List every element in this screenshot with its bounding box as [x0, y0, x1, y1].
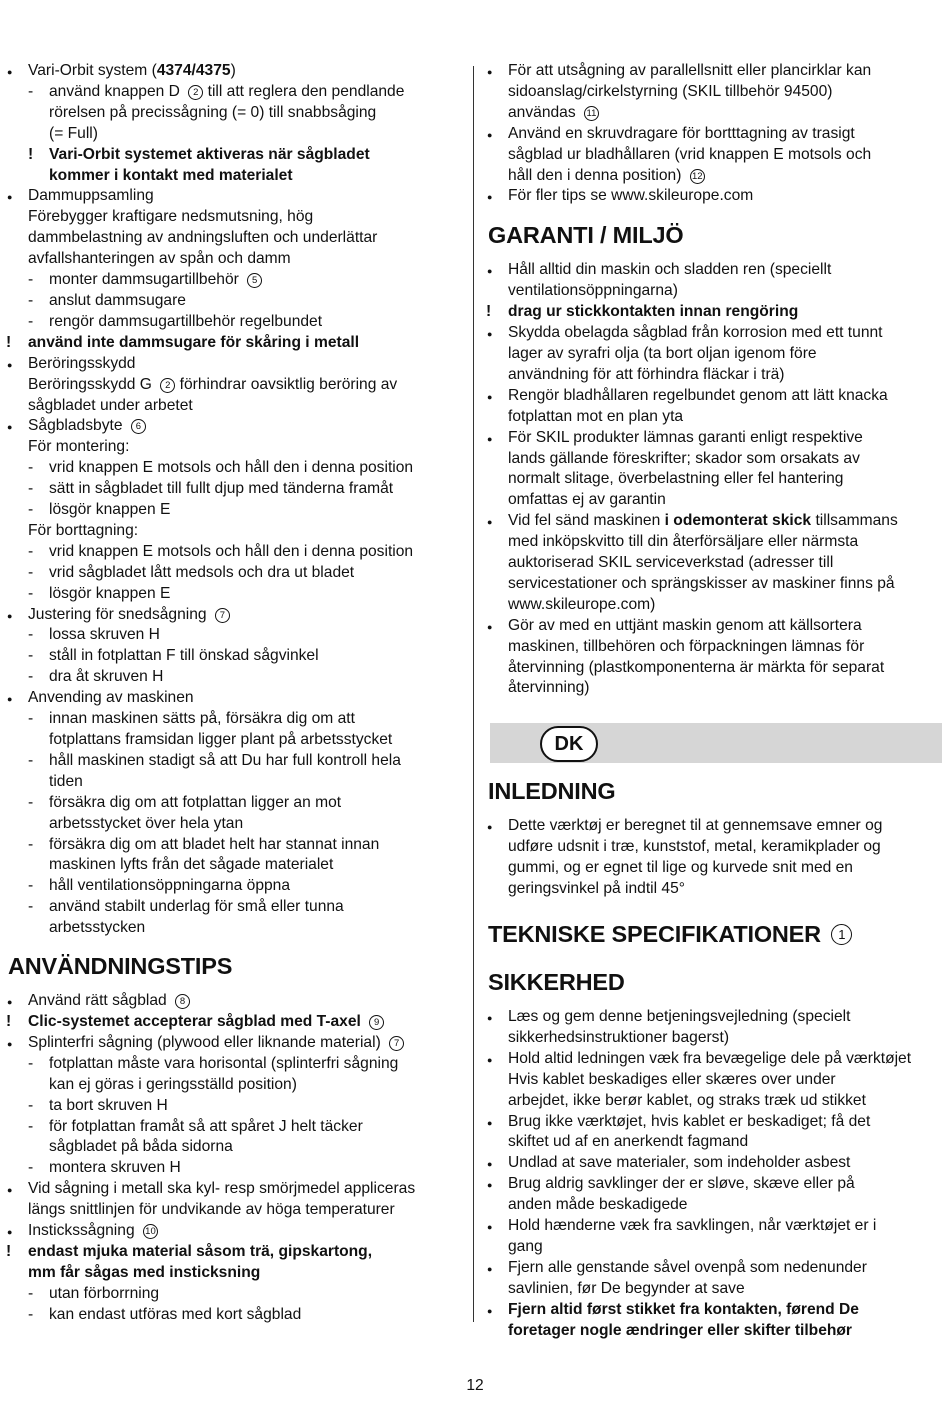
list-item: ● Vid sågning i metall ska kyl- resp smörjmedel appliceras längs snittlinjen för undvikande av höga temperaturer	[6, 1179, 462, 1221]
list-subitem: - monter dammsugartillbehör 5	[6, 270, 462, 291]
list-item: ● Brug ikke værktøjet, hvis kablet er beskadiget; få det skiftet ud af en anerkendt fagmand	[486, 1112, 942, 1154]
paragraph: Beröringsskydd G 2 förhindrar oavsiktlig beröring av sågbladet under arbetet	[28, 375, 398, 414]
list-item: ● Undlad at save materialer, som indeholder asbest	[486, 1153, 942, 1174]
language-band	[490, 723, 942, 763]
list-subitem: - lösgör knappen E	[6, 584, 462, 605]
list-subitem: - lossa skruven H	[6, 625, 462, 646]
section-heading-specs: TEKNISKE SPECIFIKATIONER 1	[488, 920, 942, 948]
list-subitem: - dra åt skruven H	[6, 667, 462, 688]
list-item: ● Brug aldrig savklinger der er sløve, skæve eller på anden måde beskadigede	[486, 1174, 942, 1216]
list-item: ● Fjern alle genstande såvel ovenpå som nedenunder savlinien, før De begynder at save	[486, 1258, 942, 1300]
figure-ref: 2	[160, 378, 175, 393]
list-subitem: - utan förborrning	[6, 1284, 462, 1305]
figure-ref: 6	[131, 419, 146, 434]
list-item: ● Hold altid ledningen væk fra bevægelige dele på værktøjet Hvis kablet beskadiges eller skæres over under arbejdet, ikke berør kablet, og straks træk ud stikket	[486, 1049, 942, 1112]
list-item: ● Instickssågning 10	[6, 1221, 462, 1242]
list-subitem: - innan maskinen sätts på, försäkra dig om att fotplattans framsidan ligger plant på arbetsstycket	[6, 709, 462, 751]
list-item: ● Dette værktøj er beregnet til at gennemsave emner og udføre udsnit i træ, kunststof, metal, keramikplader og gummi, og er egnet til lige og kurvede snit med en geringsvinkel på indtil 45°	[486, 816, 942, 900]
list-item: ● För fler tips se www.skileurope.com	[486, 186, 942, 207]
list-subitem: - håll ventilationsöppningarna öppna	[6, 876, 462, 897]
figure-ref: 10	[143, 1224, 158, 1239]
section-heading-tips: ANVÄNDNINGSTIPS	[8, 953, 233, 980]
list-subitem: - lösgör knappen E	[6, 500, 462, 521]
warning-note: ! använd inte dammsugare för skåring i metall	[6, 333, 462, 354]
section-heading-safety: SIKKERHED	[488, 969, 625, 995]
list-subitem: - ståll in fotplattan F till önskad sågvinkel	[6, 646, 462, 667]
list-item: ● Splinterfri sågning (plywood eller liknande material) 7	[6, 1033, 462, 1054]
list-item: ● Fjern altid først stikket fra kontakten, førend De foretager nogle ændringer eller skifter tilbehør	[486, 1300, 942, 1342]
list-subitem: - montera skruven H	[6, 1158, 462, 1179]
list-item: ● Rengör bladhållaren regelbundet genom att lätt knacka fotplattan mot en plan yta	[486, 386, 942, 428]
figure-ref: 11	[584, 106, 599, 121]
list-subitem: - vrid knappen E motsols och håll den i denna position	[6, 542, 462, 563]
warning-note: ! endast mjuka material såsom trä, gipskartong, mm får sågas med insticksning	[6, 1242, 462, 1284]
list-subitem: - rengör dammsugartillbehör regelbundet	[6, 312, 462, 333]
warning-note: ! Vari-Orbit systemet aktiveras när sågbladet kommer i kontakt med materialet	[6, 145, 462, 187]
paragraph: För montering:	[28, 438, 130, 456]
warning-note: ! Clic-systemet accepterar sågblad med T-axel 9	[6, 1012, 462, 1033]
figure-ref: 1	[831, 924, 852, 945]
list-item: ● För SKIL produkter lämnas garanti enligt respektive lands gällande föreskrifter; skador som orsakats av normalt slitage, överbelastning eller fel hantering omfattas ej av garantin	[486, 428, 942, 512]
figure-ref: 9	[369, 1015, 384, 1030]
right-column	[486, 61, 942, 1342]
section-heading-intro: INLEDNING	[488, 778, 616, 805]
list-item: ● Vid fel sänd maskinen i odemonterat skick tillsammans med inköpskvitto till din återförsäljare eller närmsta auktoriserad SKIL serviceverkstad (adresser till servicestationer och sprängskisser av maskiner finns på www.skileurope.com)	[486, 511, 942, 616]
list-item-blade-change: ● Sågbladsbyte 6	[6, 416, 462, 437]
warning-note: ! drag ur stickkontakten innan rengöring	[486, 302, 942, 323]
figure-ref: 7	[215, 608, 230, 623]
list-subitem: - kan endast utföras med kort sågblad	[6, 1305, 462, 1326]
figure-ref: 5	[247, 273, 262, 288]
language-badge: DK	[540, 726, 598, 762]
list-subitem: - håll maskinen stadigt så att Du har full kontroll hela tiden	[6, 751, 462, 793]
list-item: ● Skydda obelagda sågblad från korrosion med ett tunnt lager av syrafri olja (ta bort oljan igenom före användning för att förhindra fläckar i trä)	[486, 323, 942, 386]
list-subitem: - använd stabilt underlag för små eller tunna arbetsstycken	[6, 897, 462, 939]
left-column	[6, 61, 462, 1326]
section-heading-warranty: GARANTI / MILJÖ	[488, 222, 684, 249]
list-item-guard: ● Beröringsskydd	[6, 354, 462, 375]
paragraph: För borttagning:	[28, 521, 139, 539]
list-item: ● Hold hænderne væk fra savklingen, når værktøjet er i gang	[486, 1216, 942, 1258]
list-subitem: - försäkra dig om att bladet helt har stannat innan maskinen lyfts från det sågade materialet	[6, 835, 462, 877]
list-item-vari-orbit: ● Vari-Orbit system (4374/4375)	[6, 61, 462, 82]
list-subitem: - vrid sågbladet lått medsols och dra ut bladet	[6, 563, 462, 584]
list-item: ● Använd rätt sågblad 8	[6, 991, 462, 1012]
list-subitem: - vrid knappen E motsols och håll den i denna position	[6, 458, 462, 479]
column-divider	[473, 66, 474, 1322]
figure-ref: 8	[175, 994, 190, 1009]
figure-ref: 2	[188, 85, 203, 100]
list-item: ● För att utsågning av parallellsnitt eller plancirklar kan sidoanslag/cirkelstyrning (SKIL tillbehör 94500) användas 11	[486, 61, 942, 124]
list-subitem: - sätt in sågbladet till fullt djup med tänderna framåt	[6, 479, 462, 500]
list-item: ● Gör av med en uttjänt maskin genom att källsortera maskinen, tillbehören och förpackningen lämnas för återvinning (plastkomponenterna är märkta för separat återvinning)	[486, 616, 942, 700]
list-subitem: - för fotplattan framåt så att spåret J helt täcker sågbladet på båda sidorna	[6, 1117, 462, 1159]
list-subitem: - fotplattan måste vara horisontal (splinterfri sågning kan ej göras i geringsställd position)	[6, 1054, 462, 1096]
list-item: ● Håll alltid din maskin och sladden ren (speciellt ventilationsöppningarna)	[486, 260, 942, 302]
list-item-bevel: ● Justering för snedsågning 7	[6, 605, 462, 626]
list-subitem: - försäkra dig om att fotplattan ligger an mot arbetsstycket över hela ytan	[6, 793, 462, 835]
figure-ref: 12	[690, 169, 705, 184]
figure-ref: 7	[389, 1036, 404, 1051]
list-item: ● Læs og gem denne betjeningsvejledning (specielt sikkerhedsinstruktioner bagerst)	[486, 1007, 942, 1049]
paragraph: Förebygger kraftigare nedsmutsning, hög dammbelastning av andningsluften och underlättar avfallshanteringen av spån och damm	[28, 208, 378, 268]
list-item-use: ● Anvending av maskinen	[6, 688, 462, 709]
list-item-dust: ● Dammuppsamling	[6, 186, 462, 207]
page-number: 12	[466, 1377, 484, 1394]
list-subitem: - anslut dammsugare	[6, 291, 462, 312]
list-item: ● Använd en skruvdragare för bortttagning av trasigt sågblad ur bladhållaren (vrid knappen E motsols och håll den i denna position) 12	[486, 124, 942, 187]
list-subitem: - använd knappen D 2 till att reglera den pendlande rörelsen på precissågning (= 0) till snabbsåging (= Full)	[6, 82, 462, 145]
list-subitem: - ta bort skruven H	[6, 1096, 462, 1117]
